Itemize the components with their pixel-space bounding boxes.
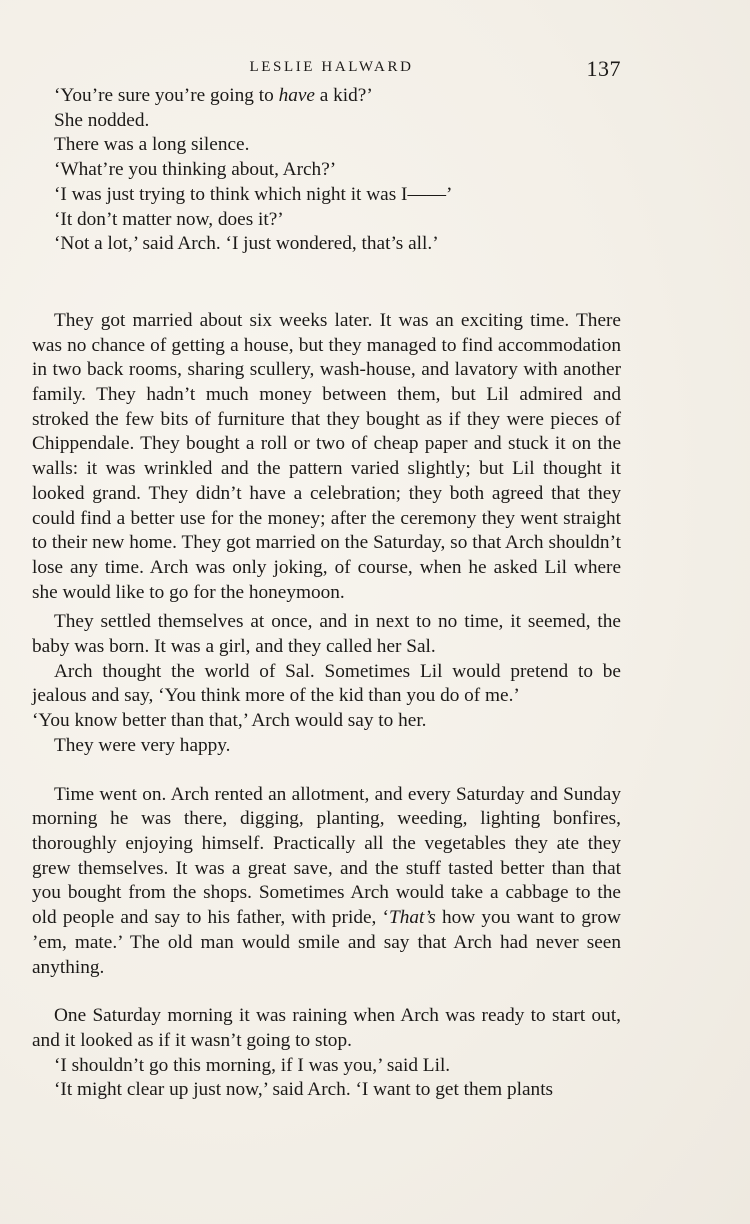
dialogue-line: ‘What’re you thinking about, Arch?’ [54, 159, 337, 181]
page-number: 137 [586, 56, 621, 81]
paragraph-world: Arch thought the world of Sal. Sometimes Lil would pretend to be jealous and say, ‘You think more of the kid than you do of me.’ [32, 660, 621, 707]
section-break [32, 759, 621, 783]
section-break [32, 257, 621, 309]
paragraph-text: Time went on. Arch rented an allotment, and every Saturday and Sunday morning he was there, digging, planting, weeding, lighting bonfires, thoroughly enjoying himself. Practically all the vegetables they ate they grew themselves. It was a great save, and the stuff tasted better than that you bought from the shops. Sometimes Arch would take a cabbage to the old people and say to his father, with pride, ‘ [32, 783, 621, 929]
paragraph-clear-up: ‘It might clear up just now,’ said Arch. ‘I want to get them plants [54, 1079, 554, 1101]
dialogue-line: There was a long silence. [54, 134, 250, 156]
dialogue-line: ‘I was just trying to think which night it was I——’ [54, 183, 453, 205]
dialogue-text: a kid?’ [314, 85, 373, 106]
dialogue-line: She nodded. [54, 109, 150, 131]
dialogue-line [32, 84, 621, 109]
paragraph-married: They got married about six weeks later. It was an exciting time. There was no chance of getting a house, but they managed to find accommodation in two back rooms, sharing scullery, wash-house, and lavatory with another family. They hadn’t much money between them, but Lil admired and stroked the few bits of furniture that they bought as if they were pieces of Chippendale. They bought a roll or two of cheap paper and stuck it on the walls: it was wrinkled and the pattern varied slightly; but Lil thought it looked grand. They didn’t have a celebration; they both agreed that they could find a better use for the money; after the ceremony they went straight to their new home. They got married on the Saturday, so that Arch shouldn’t lose any time. Arch was only joking, of course, when he asked Lil where she would like to go for the honeymoon. [32, 309, 621, 603]
dialogue-text: ‘You’re sure you’re going to [54, 85, 279, 106]
paragraph-time-went-on [32, 783, 621, 981]
running-head [32, 56, 621, 84]
paragraph-shouldnt-go: ‘I shouldn’t go this morning, if I was you,’ said Lil. [54, 1054, 451, 1076]
paragraph-happy: They were very happy. [54, 734, 231, 756]
emphasis-text: have [278, 85, 315, 106]
paragraph-know-better: ‘You know better than that,’ Arch would say to her. [32, 710, 427, 732]
paragraph-raining: One Saturday morning it was raining when Arch was ready to start out, and it looked as if it wasn’t going to stop. [32, 1005, 621, 1051]
emphasis-text: That’s [388, 907, 436, 929]
paragraph-settled: They settled themselves at once, and in next to no time, it seemed, the baby was born. It was a girl, and they called her Sal. [32, 611, 621, 658]
section-break [32, 980, 621, 1004]
book-page [32, 56, 621, 1103]
dialogue-line: ‘Not a lot,’ said Arch. ‘I just wondered, that’s all.’ [54, 233, 439, 255]
running-title: LESLIE HALWARD [249, 59, 414, 75]
paragraph-text: how you want to grow ’em, mate.’ The old man would smile and say that Arch had never seen anything. [32, 907, 621, 978]
dialogue-line: ‘It don’t matter now, does it?’ [54, 208, 284, 230]
body-text [32, 84, 621, 1103]
